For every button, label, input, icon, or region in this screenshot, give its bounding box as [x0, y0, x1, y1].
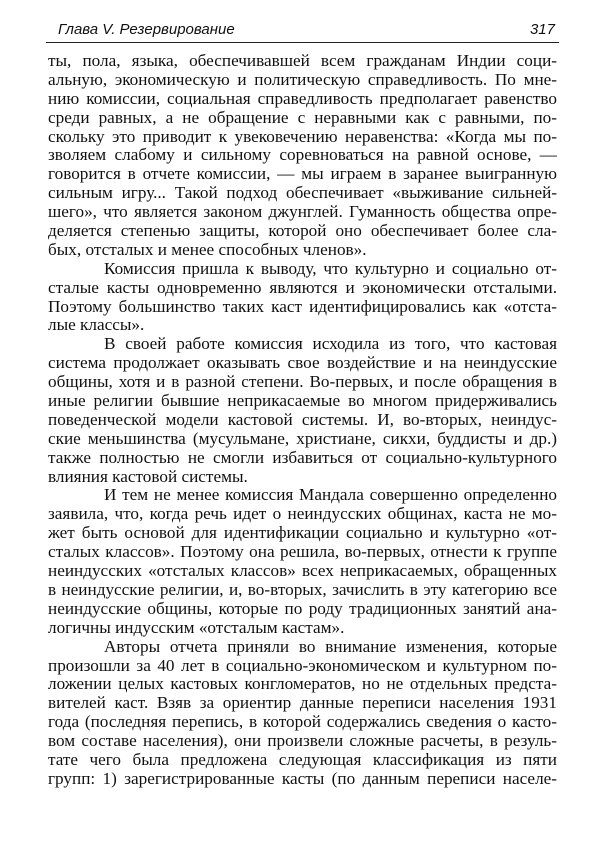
text-line: логичны индусским «отсталым кастам». [48, 617, 345, 637]
text-line: заявила, что, когда речь идет о неиндусских общинах, каста не мо- [48, 504, 557, 524]
paragraph [48, 52, 557, 260]
text-line: лые классы». [48, 315, 145, 335]
paragraph [48, 638, 557, 789]
text-line: тате чего была предложена следующая классификация из пяти [48, 749, 557, 769]
paragraph [48, 486, 557, 637]
text-line: Комиссия пришла к выводу, что культурно и социально от- [104, 258, 557, 278]
text-line: жет быть основой для идентификации социально и культурно «от- [48, 523, 557, 543]
text-line: зволяем слабому и сильному соревноваться на равной основе, — [48, 145, 557, 165]
text-line: ты, пола, языка, обеспечивавшей всем гражданам Индии соци- [48, 51, 557, 70]
text-line: неиндусских «отсталых классов» всех неприкасаемых, обращенных [48, 561, 557, 581]
text-line: ложении целых кастовых конгломератов, но не отдельных предста- [48, 674, 557, 694]
text-line: года (последняя перепись, в которой содержались сведения о касто- [48, 712, 557, 732]
text-line: нию комиссии, социальная справедливость предполагает равенство [48, 88, 557, 108]
text-line: В своей работе комиссия исходила из того, что кастовая [104, 334, 557, 354]
text-line: шего», что является законом джунглей. Гуманность общества опре- [48, 202, 557, 222]
text-line: вом составе населения), они произвели сложные расчеты, в резуль- [48, 731, 557, 751]
page-body [48, 52, 557, 789]
text-line: среди равных, а не обращение с неравными как с равными, по- [48, 107, 557, 127]
text-line: ские меньшинства (мусульмане, христиане, сикхи, буддисты и др.) [48, 428, 557, 448]
text-line: бых, отсталых и менее способных членов». [48, 239, 367, 259]
text-line: общины, хотя и в разной степени. Во-первых, и после обращения в [48, 372, 557, 392]
text-line: вителей каст. Взяв за ориентир данные переписи населения 1931 [48, 693, 557, 713]
page-number: 317 [529, 21, 555, 38]
chapter-title: Глава V. Резервирование [58, 21, 235, 38]
text-line: также полностью не смогли избавиться от социально-культурного [48, 447, 557, 467]
text-line: сталых классов». Поэтому она решила, во-первых, отнести к группе [48, 542, 557, 562]
text-line: влияния кастовой системы. [48, 466, 248, 486]
text-line: говорится в отчете комиссии, — мы играем в заранее выигранную [48, 164, 557, 184]
text-line: скольку это приводит к увековечению неравенства: «Когда мы по- [48, 126, 557, 146]
text-line: групп: 1) зарегистрированные касты (по данным переписи населе- [48, 768, 557, 788]
text-line: сильным игру... Такой подход обеспечивает «выживание сильней- [48, 183, 557, 203]
running-header [46, 20, 559, 43]
text-line: в неиндусские религии, и, во-вторых, зачислить в эту категорию все [48, 579, 557, 599]
text-line: Поэтому большинство таких каст идентифицировались как «отста- [48, 296, 557, 316]
text-line: деляется степенью защиты, которой оно обеспечивает более сла- [48, 221, 557, 241]
paragraph [48, 335, 557, 486]
text-line: Авторы отчета приняли во внимание изменения, которые [104, 636, 557, 656]
text-line: неиндусские общины, которые по роду традиционных занятий ана- [48, 598, 557, 618]
text-line: система продолжает оказывать свое воздействие и на неиндусские [48, 353, 557, 373]
text-line: поведенческой модели кастовой системы. И, во-вторых, неиндус- [48, 409, 557, 429]
paragraph [48, 260, 557, 336]
text-line: произошли за 40 лет в социально-экономическом и культурном по- [48, 655, 557, 675]
text-line: сталые касты одновременно являются и экономически отсталыми. [48, 277, 557, 297]
text-line: иные религии бывшие неприкасаемые во многом придерживались [48, 391, 557, 411]
text-line: альную, экономическую и политическую справедливость. По мне- [48, 69, 557, 89]
text-line: И тем не менее комиссия Мандала совершенно определенно [104, 485, 557, 505]
